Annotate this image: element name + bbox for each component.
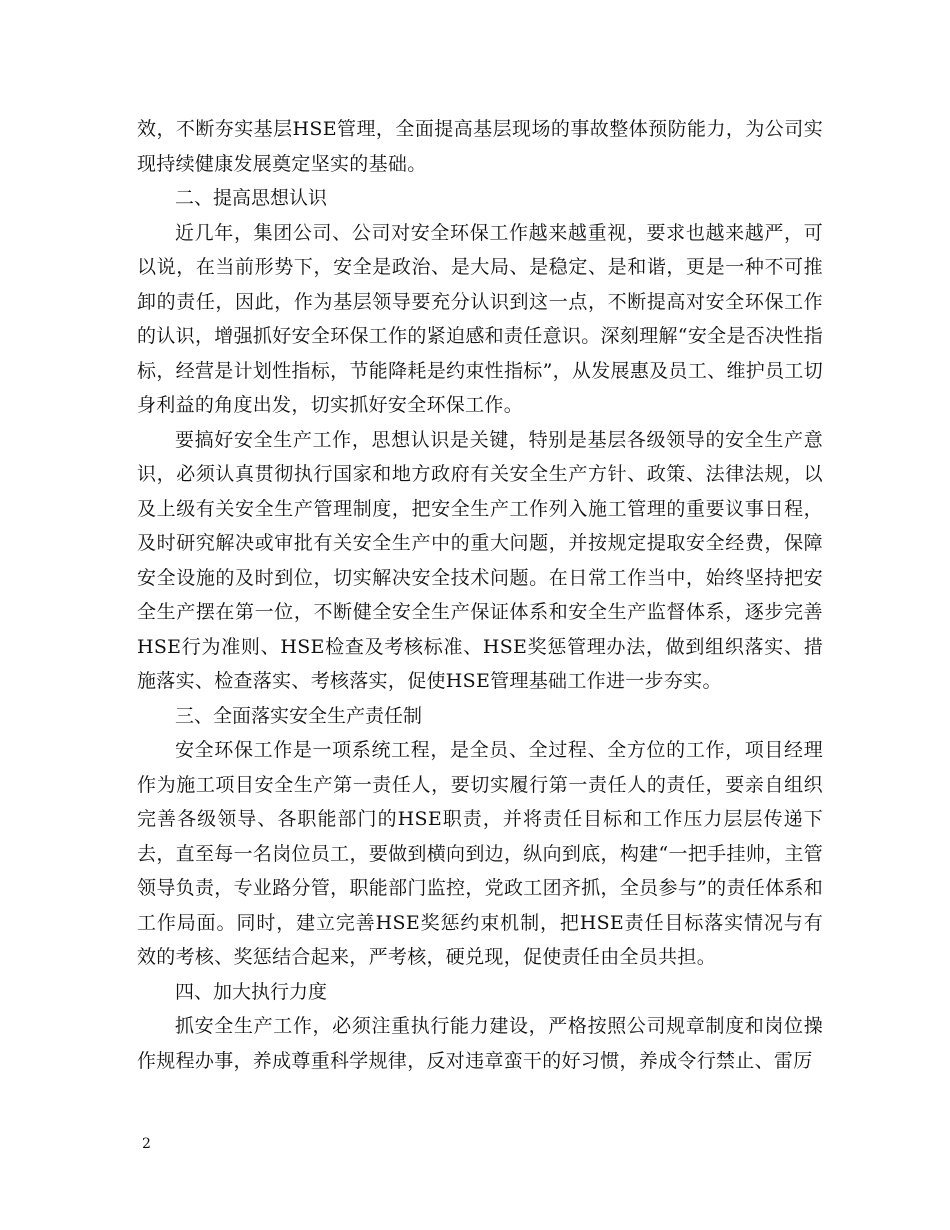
section-heading-2: 二、提高思想认识	[175, 187, 328, 209]
paragraph-continuation: 效，不断夯实基层HSE管理，全面提高基层现场的事故整体预防能力，为公司实现持续健康发展奠定坚实的基础。	[137, 118, 823, 175]
paragraph: 抓安全生产工作，必须注重执行能力建设，严格按照公司规章制度和岗位操作规程办事，养成尊重科学规律，反对违章蛮干的好习惯，养成令行禁止、雷厉	[137, 1015, 823, 1072]
section-heading-4: 四、加大执行力度	[175, 980, 328, 1003]
document-body	[137, 112, 823, 1078]
paragraph: 近几年，集团公司、公司对安全环保工作越来越重视，要求也越来越严，可以说，在当前形势下，安全是政治、是大局、是稳定、是和谐，更是一种不可推卸的责任，因此，作为基层领导要充分认识到这一点，不断提高对安全环保工作的认识，增强抓好安全环保工作的紧迫感和责任意识。深刻理解“安全是否决性指标，经营是计划性指标，节能降耗是约束性指标”，从发展惠及员工、维护员工切身利益的角度出发，切实抓好安全环保工作。	[137, 221, 823, 416]
paragraph: 安全环保工作是一项系统工程，是全员、全过程、全方位的工作，项目经理作为施工项目安全生产第一责任人，要切实履行第一责任人的责任，要亲自组织完善各级领导、各职能部门的HSE职责，并将责任目标和工作压力层层传递下去，直至每一名岗位员工，要做到横向到边，纵向到底，构建“一把手挂帅，主管领导负责，专业路分管，职能部门监控，党政工团齐抓，全员参与”的责任体系和工作局面。同时，建立完善HSE奖惩约束机制，把HSE责任目标落实情况与有效的考核、奖惩结合起来，严考核，硬兑现，促使责任由全员共担。	[137, 739, 823, 968]
page-number: 2	[142, 1136, 151, 1152]
paragraph: 要搞好安全生产工作，思想认识是关键，特别是基层各级领导的安全生产意识，必须认真贯彻执行国家和地方政府有关安全生产方针、政策、法律法规，以及上级有关安全生产管理制度，把安全生产工作列入施工管理的重要议事日程，及时研究解决或审批有关安全生产中的重大问题，并按规定提取安全经费，保障安全设施的及时到位，切实解决安全技术问题。在日常工作当中，始终坚持把安全生产摆在第一位，不断健全安全生产保证体系和安全生产监督体系，逐步完善HSE行为准则、HSE检查及考核标准、HSE奖惩管理办法，做到组织落实、措施落实、检查落实、考核落实，促使HSE管理基础工作进一步夯实。	[137, 428, 823, 692]
section-heading-3: 三、全面落实安全生产责任制	[175, 704, 423, 727]
